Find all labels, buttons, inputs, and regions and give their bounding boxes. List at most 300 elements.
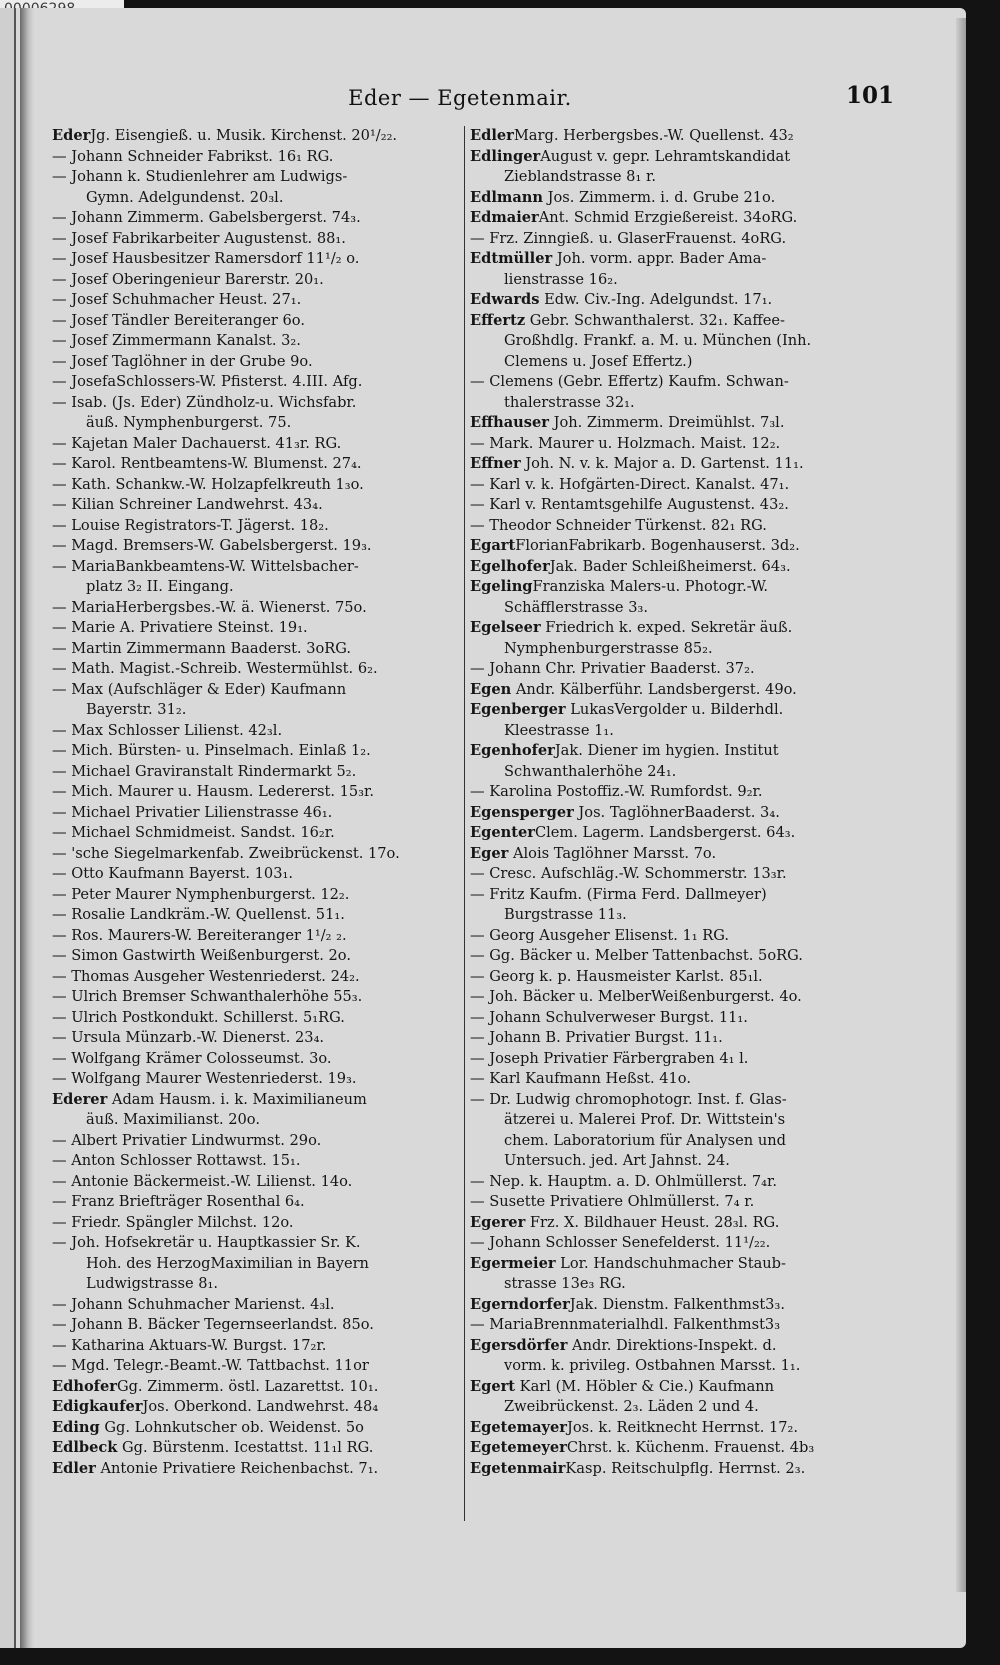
directory-entry xyxy=(52,864,452,885)
directory-entry xyxy=(52,659,452,680)
entry-text: — Joseph Privatier Färbergraben 4₁ l. xyxy=(470,1049,749,1067)
directory-entry xyxy=(52,372,452,393)
entry-text: Kleestrasse 1₁. xyxy=(504,721,614,739)
entry-text: Frz. X. Bildhauer Heust. 28₃l. RG. xyxy=(525,1213,780,1231)
directory-entry xyxy=(52,946,452,967)
directory-entry xyxy=(52,290,452,311)
entry-text: — Johann B. Bäcker Tegernseerlandst. 85o. xyxy=(52,1316,374,1333)
directory-entry xyxy=(52,782,452,803)
directory-entry xyxy=(52,536,452,557)
previous-page-edge xyxy=(0,8,16,1648)
entry-text: — Gg. Bäcker u. Melber Tattenbachst. 5oRG. xyxy=(470,947,803,964)
entry-text: — Friedr. Spängler Milchst. 12o. xyxy=(52,1213,294,1231)
directory-entry xyxy=(470,618,870,639)
page-header xyxy=(40,82,940,114)
directory-entry xyxy=(470,823,870,844)
directory-entry xyxy=(52,352,452,373)
directory-entry xyxy=(470,577,870,598)
entry-text: Joh. N. v. k. Major a. D. Gartenst. 11₁. xyxy=(520,455,804,472)
entry-text: — Johann Zimmerm. Gabelsbergerst. 74₃. xyxy=(52,209,361,226)
entry-text: äuß. Maximilianst. 20o. xyxy=(86,1111,260,1128)
directory-entry xyxy=(52,1336,452,1357)
directory-entry xyxy=(52,434,452,455)
directory-entry xyxy=(52,1131,452,1152)
entry-text: — Mich. Maurer u. Hausm. Ledererst. 15₃r. xyxy=(52,783,375,800)
entry-text: — Peter Maurer Nymphenburgerst. 12₂. xyxy=(52,885,350,903)
directory-entry xyxy=(470,1356,870,1377)
directory-entry xyxy=(470,639,870,660)
entry-text: — Johann k. Studienlehrer am Ludwigs- xyxy=(52,168,348,185)
entry-text: — MariaBankbeamtens-W. Wittelsbacher- xyxy=(52,557,359,575)
entry-text: — Karl v. k. Hofgärten-Direct. Kanalst. 47₁. xyxy=(470,475,790,493)
directory-entry xyxy=(52,598,452,619)
directory-entry xyxy=(52,147,452,168)
directory-entry xyxy=(52,803,452,824)
directory-entry xyxy=(470,270,870,291)
directory-entry xyxy=(470,290,870,311)
directory-entry xyxy=(470,905,870,926)
directory-entry xyxy=(470,393,870,414)
entry-text: Marg. Herbergsbes.-W. Quellenst. 43₂ xyxy=(513,127,794,144)
entry-text: Jg. Eisengieß. u. Musik. Kirchenst. 20¹/₂₂. xyxy=(90,127,398,144)
directory-entry xyxy=(470,864,870,885)
entry-text: — Mgd. Telegr.-Beamt.-W. Tattbachst. 11or xyxy=(52,1357,369,1374)
entry-text: — Max Schlosser Lilienst. 42₃l. xyxy=(52,721,283,739)
book-gutter xyxy=(20,8,34,1648)
entry-text: — Josef Schuhmacher Heust. 27₁. xyxy=(52,291,302,308)
entry-text: Untersuch. jed. Art Jahnst. 24. xyxy=(504,1152,730,1169)
directory-entry xyxy=(470,352,870,373)
entry-text: — Joh. Hofsekretär u. Hauptkassier Sr. K. xyxy=(52,1234,361,1251)
entry-text: — Johann B. Privatier Burgst. 11₁. xyxy=(470,1029,723,1046)
entry-text: — Johann Schulverweser Burgst. 11₁. xyxy=(470,1008,748,1026)
directory-entry xyxy=(52,700,452,721)
directory-entry xyxy=(52,1397,452,1418)
entry-text: Alois Taglöhner Marsst. 7o. xyxy=(508,844,717,862)
directory-entry xyxy=(52,557,452,578)
entry-text: LukasVergolder u. Bilderhdl. xyxy=(565,701,784,718)
directory-entry xyxy=(52,1008,452,1029)
entry-surname: Egetemayer xyxy=(470,1418,567,1436)
entry-text: — Magd. Bremsers-W. Gabelsbergerst. 19₃. xyxy=(52,537,372,554)
directory-entry xyxy=(52,1151,452,1172)
entry-text: — Johann Chr. Privatier Baaderst. 37₂. xyxy=(470,660,755,677)
directory-entry xyxy=(470,1090,870,1111)
entry-text: — Antonie Bäckermeist.-W. Lilienst. 14o. xyxy=(52,1172,353,1190)
directory-entry xyxy=(52,1049,452,1070)
directory-entry xyxy=(470,1213,870,1234)
directory-entry xyxy=(52,1377,452,1398)
directory-entry xyxy=(52,1315,452,1336)
directory-entry xyxy=(470,1315,870,1336)
entry-surname: Edler xyxy=(52,1459,96,1477)
entry-text: — Thomas Ausgeher Westenriederst. 24₂. xyxy=(52,967,360,985)
entry-text: — Joh. Bäcker u. MelberWeißenburgerst. 4o. xyxy=(470,988,802,1005)
entry-text: vorm. k. privileg. Ostbahnen Marsst. 1₁. xyxy=(504,1357,801,1374)
book-page xyxy=(0,8,966,1648)
entry-surname: Ederer xyxy=(52,1090,108,1108)
entry-surname: Egetenmair xyxy=(470,1459,566,1477)
entry-text: platz 3₂ II. Eingang. xyxy=(86,578,234,595)
entry-text: August v. gepr. Lehramtskandidat xyxy=(540,147,791,165)
entry-text: strasse 13e₃ RG. xyxy=(504,1275,626,1292)
entry-surname: Edwards xyxy=(470,291,540,308)
directory-entry xyxy=(470,1336,870,1357)
directory-entry xyxy=(52,1418,452,1439)
directory-entry xyxy=(52,721,452,742)
directory-entry xyxy=(52,1295,452,1316)
entry-text: — Frz. Zinngieß. u. GlaserFrauenst. 4oRG. xyxy=(470,229,787,247)
directory-entry xyxy=(470,208,870,229)
directory-entry xyxy=(470,762,870,783)
entry-text: — Nep. k. Hauptm. a. D. Ohlmüllerst. 7₄r. xyxy=(470,1172,777,1190)
entry-text: — Katharina Aktuars-W. Burgst. 17₂r. xyxy=(52,1336,327,1354)
directory-entry xyxy=(52,741,452,762)
left-column xyxy=(52,126,452,1479)
entry-text: — Josef Zimmermann Kanalst. 3₂. xyxy=(52,332,301,349)
entry-text: Gg. Lohnkutscher ob. Weidenst. 5o xyxy=(99,1418,364,1436)
right-column xyxy=(470,126,870,1479)
entry-surname: Effertz xyxy=(470,311,526,329)
entry-text: — Michael Schmidmeist. Sandst. 16₂r. xyxy=(52,824,335,841)
directory-entry xyxy=(470,454,870,475)
directory-entry xyxy=(470,946,870,967)
entry-text: — Simon Gastwirth Weißenburgerst. 2o. xyxy=(52,947,351,964)
directory-entry xyxy=(470,434,870,455)
entry-text: Burgstrasse 11₃. xyxy=(504,906,627,923)
entry-text: — Albert Privatier Lindwurmst. 29o. xyxy=(52,1131,322,1149)
entry-surname: Egerndorfer xyxy=(470,1295,570,1313)
entry-surname: Edhofer xyxy=(52,1377,117,1395)
entry-text: Adam Hausm. i. k. Maximilianeum xyxy=(107,1090,367,1108)
directory-entry xyxy=(470,721,870,742)
directory-entry xyxy=(52,126,452,147)
entry-text: — Georg k. p. Hausmeister Karlst. 85₁l. xyxy=(470,967,763,985)
directory-entry xyxy=(470,557,870,578)
directory-entry xyxy=(52,1438,452,1459)
entry-text: — Franz Briefträger Rosenthal 6₄. xyxy=(52,1193,305,1210)
entry-text: äuß. Nymphenburgerst. 75. xyxy=(86,414,292,431)
page-edge-shadow xyxy=(956,18,966,1592)
entry-text: Clemens u. Josef Effertz.) xyxy=(504,352,693,370)
directory-entry xyxy=(470,1295,870,1316)
directory-entry xyxy=(52,1069,452,1090)
entry-text: Joh. Zimmerm. Dreimühlst. 7₃l. xyxy=(548,414,785,431)
entry-text: — Johann Schneider Fabrikst. 16₁ RG. xyxy=(52,147,334,165)
entry-text: — Susette Privatiere Ohlmüllerst. 7₄ r. xyxy=(470,1193,755,1210)
directory-entry xyxy=(470,311,870,332)
entry-text: — Ulrich Postkondukt. Schillerst. 5₁RG. xyxy=(52,1008,345,1026)
entry-text: thalerstrasse 32₁. xyxy=(504,393,635,411)
directory-entry xyxy=(470,987,870,1008)
entry-text: — Michael Privatier Lilienstrasse 46₁. xyxy=(52,803,333,821)
entry-text: — Josef Hausbesitzer Ramersdorf 11¹/₂ o. xyxy=(52,250,360,267)
directory-entry xyxy=(52,1233,452,1254)
entry-text: Edw. Civ.-Ing. Adelgundst. 17₁. xyxy=(539,291,773,308)
entry-text: — Johann Schlosser Senefelderst. 11¹/₂₂. xyxy=(470,1234,771,1251)
entry-text: Großhdlg. Frankf. a. M. u. München (Inh. xyxy=(504,332,812,349)
directory-entry xyxy=(470,659,870,680)
entry-text: Antonie Privatiere Reichenbachst. 7₁. xyxy=(95,1459,379,1477)
directory-entry xyxy=(470,885,870,906)
entry-text: Lor. Handschuhmacher Staub- xyxy=(555,1254,786,1272)
directory-entry xyxy=(52,1110,452,1131)
entry-text: — Rosalie Landkräm.-W. Quellenst. 51₁. xyxy=(52,906,345,923)
entry-text: — 'sche Siegelmarkenfab. Zweibrückenst. 17o. xyxy=(52,844,400,862)
directory-entry xyxy=(470,516,870,537)
directory-entry xyxy=(52,413,452,434)
entry-text: Jos. Oberkond. Landwehrst. 48₄ xyxy=(142,1398,379,1415)
directory-entry xyxy=(52,577,452,598)
entry-text: — Ros. Maurers-W. Bereiteranger 1¹/₂ ₂. xyxy=(52,926,347,944)
directory-entry xyxy=(52,987,452,1008)
entry-text: Karl (M. Höbler & Cie.) Kaufmann xyxy=(515,1377,775,1395)
directory-entry xyxy=(470,1131,870,1152)
directory-entry xyxy=(470,372,870,393)
entry-text: Jak. Bader Schleißheimerst. 64₃. xyxy=(549,557,791,575)
entry-text: Ant. Schmid Erzgießereist. 34oRG. xyxy=(538,209,798,226)
directory-entry xyxy=(470,741,870,762)
entry-surname: Eder xyxy=(52,127,91,144)
entry-text: Gg. Zimmerm. östl. Lazarettst. 10₁. xyxy=(116,1377,379,1395)
entry-text: FlorianFabrikarb. Bogenhauserst. 3d₂. xyxy=(515,537,800,554)
entry-surname: Egenhofer xyxy=(470,742,555,759)
directory-entry xyxy=(470,680,870,701)
entry-surname: Egen xyxy=(470,680,512,698)
directory-entry xyxy=(52,1090,452,1111)
entry-surname: Egert xyxy=(470,1377,516,1395)
entry-text: Gymn. Adelgundenst. 20₃l. xyxy=(86,188,284,206)
entry-text: Jos. k. Reitknecht Herrnst. 17₂. xyxy=(567,1418,799,1436)
directory-entry xyxy=(52,926,452,947)
entry-text: Schwanthalerhöhe 24₁. xyxy=(504,762,677,780)
directory-entry xyxy=(470,495,870,516)
entry-surname: Egelhofer xyxy=(470,557,550,575)
entry-text: — Wolfgang Krämer Colosseumst. 3o. xyxy=(52,1049,332,1067)
entry-text: — Mich. Bürsten- u. Pinselmach. Einlaß 1₂. xyxy=(52,742,371,759)
directory-entry xyxy=(52,1254,452,1275)
directory-entry xyxy=(470,475,870,496)
entry-text: — Karol. Rentbeamtens-W. Blumenst. 27₄. xyxy=(52,455,362,472)
entry-text: — Karl Kaufmann Heßst. 41o. xyxy=(470,1070,691,1087)
directory-entry xyxy=(52,618,452,639)
entry-surname: Edtmüller xyxy=(470,250,553,267)
directory-entry xyxy=(470,1172,870,1193)
directory-entry xyxy=(470,1274,870,1295)
entry-text: — Michael Graviranstalt Rindermarkt 5₂. xyxy=(52,762,357,780)
entry-surname: Egenter xyxy=(470,824,535,841)
entry-text: Ludwigstrasse 8₁. xyxy=(86,1275,218,1292)
directory-entry xyxy=(52,823,452,844)
directory-entry xyxy=(470,803,870,824)
directory-entry xyxy=(52,680,452,701)
entry-surname: Egeling xyxy=(470,578,533,595)
entry-text: — Kath. Schankw.-W. Holzapfelkreuth 1₃o. xyxy=(52,475,364,493)
entry-surname: Egermeier xyxy=(470,1254,556,1272)
directory-entry xyxy=(52,1356,452,1377)
directory-entry xyxy=(52,1274,452,1295)
entry-surname: Edlmann xyxy=(470,188,543,206)
directory-entry xyxy=(52,844,452,865)
directory-entry xyxy=(470,167,870,188)
directory-entry xyxy=(470,1233,870,1254)
directory-entry xyxy=(52,516,452,537)
entry-text: — Anton Schlosser Rottawst. 15₁. xyxy=(52,1152,301,1169)
entry-surname: Egersdörfer xyxy=(470,1336,568,1354)
directory-entry xyxy=(52,1213,452,1234)
entry-surname: Egetemeyer xyxy=(470,1439,567,1456)
entry-surname: Edmaier xyxy=(470,209,539,226)
entry-text: — Karl v. Rentamtsgehilfe Augustenst. 43₂. xyxy=(470,496,789,513)
directory-entry xyxy=(470,1459,870,1480)
entry-text: Schäfflerstrasse 3₃. xyxy=(504,598,648,616)
directory-entry xyxy=(52,393,452,414)
entry-text: — Johann Schuhmacher Marienst. 4₃l. xyxy=(52,1295,335,1313)
entry-surname: Effner xyxy=(470,455,521,472)
entry-text: Clem. Lagerm. Landsbergerst. 64₃. xyxy=(534,824,796,841)
directory-entry xyxy=(470,126,870,147)
directory-entry xyxy=(52,1028,452,1049)
directory-entry xyxy=(470,249,870,270)
entry-text: — Math. Magist.-Schreib. Westermühlst. 6₂. xyxy=(52,660,378,677)
entry-surname: Egart xyxy=(470,537,516,554)
entry-text: Hoh. des HerzogMaximilian in Bayern xyxy=(86,1254,369,1272)
entry-text: — Josef Fabrikarbeiter Augustenst. 88₁. xyxy=(52,229,346,247)
entry-text: Andr. Kälberführ. Landsbergerst. 49o. xyxy=(511,680,797,698)
entry-text: — Max (Aufschläger & Eder) Kaufmann xyxy=(52,680,347,698)
directory-entry xyxy=(52,885,452,906)
entry-text: Franziska Malers-u. Photogr.-W. xyxy=(532,578,768,595)
directory-entry xyxy=(470,967,870,988)
directory-entry xyxy=(470,229,870,250)
entry-surname: Effhauser xyxy=(470,414,549,431)
directory-entry xyxy=(52,495,452,516)
directory-entry xyxy=(470,1008,870,1029)
directory-entry xyxy=(470,1192,870,1213)
entry-text: — Dr. Ludwig chromophotogr. Inst. f. Glas- xyxy=(470,1090,787,1108)
directory-entry xyxy=(52,905,452,926)
entry-text: Jos. TaglöhnerBaaderst. 3₄. xyxy=(573,803,780,821)
entry-text: — Ulrich Bremser Schwanthalerhöhe 55₃. xyxy=(52,988,363,1005)
directory-entry xyxy=(470,536,870,557)
entry-text: — Wolfgang Maurer Westenriederst. 19₃. xyxy=(52,1070,357,1087)
entry-surname: Egelseer xyxy=(470,619,541,636)
entry-text: — Isab. (Js. Eder) Zündholz-u. Wichsfabr. xyxy=(52,393,357,411)
directory-entry xyxy=(52,188,452,209)
entry-text: Zweibrückenst. 2₃. Läden 2 und 4. xyxy=(504,1398,759,1415)
directory-entry xyxy=(470,1418,870,1439)
entry-text: — Mark. Maurer u. Holzmach. Maist. 12₂. xyxy=(470,434,781,452)
entry-text: Nymphenburgerstrasse 85₂. xyxy=(504,639,713,657)
directory-entry xyxy=(470,147,870,168)
directory-entry xyxy=(52,475,452,496)
entry-text: — Cresc. Aufschläg.-W. Schommerstr. 13₃r. xyxy=(470,865,787,882)
directory-entry xyxy=(470,331,870,352)
directory-entry xyxy=(470,1049,870,1070)
directory-entry xyxy=(52,454,452,475)
directory-entry xyxy=(470,598,870,619)
directory-entry xyxy=(470,844,870,865)
directory-entry xyxy=(470,413,870,434)
entry-text: — Karolina Postoffiz.-W. Rumfordst. 9₂r. xyxy=(470,783,763,800)
running-head: Eder — Egetenmair. xyxy=(348,86,572,110)
entry-text: Zieblandstrasse 8₁ r. xyxy=(504,168,656,185)
directory-entry xyxy=(52,167,452,188)
entry-text: — MariaHerbergsbes.-W. ä. Wienerst. 75o. xyxy=(52,598,367,616)
column-divider xyxy=(464,126,465,1521)
entry-text: lienstrasse 16₂. xyxy=(504,270,618,288)
entry-text: Friedrich k. exped. Sekretär äuß. xyxy=(540,619,793,636)
entry-text: Jak. Dienstm. Falkenthmst3₃. xyxy=(569,1295,785,1313)
directory-entry xyxy=(470,1151,870,1172)
entry-text: — JosefaSchlossers-W. Pfisterst. 4.III. Afg. xyxy=(52,373,363,390)
directory-entry xyxy=(52,270,452,291)
entry-text: — Kajetan Maler Dachauerst. 41₃r. RG. xyxy=(52,434,342,452)
directory-entry xyxy=(52,229,452,250)
entry-surname: Eding xyxy=(52,1418,100,1436)
entry-text: Kasp. Reitschulpflg. Herrnst. 2₃. xyxy=(565,1459,806,1477)
entry-text: — Clemens (Gebr. Effertz) Kaufm. Schwan- xyxy=(470,373,789,390)
directory-entry xyxy=(470,188,870,209)
directory-entry xyxy=(470,782,870,803)
directory-entry xyxy=(470,926,870,947)
directory-entry xyxy=(470,1397,870,1418)
directory-entry xyxy=(52,639,452,660)
entry-text: — Fritz Kaufm. (Firma Ferd. Dallmeyer) xyxy=(470,885,767,903)
entry-text: — Otto Kaufmann Bayerst. 103₁. xyxy=(52,865,293,882)
directory-entry xyxy=(52,762,452,783)
entry-text: Andr. Direktions-Inspekt. d. xyxy=(567,1336,777,1354)
entry-surname: Edlbeck xyxy=(52,1439,118,1456)
directory-entry xyxy=(470,1110,870,1131)
entry-text: ätzerei u. Malerei Prof. Dr. Wittstein's xyxy=(504,1111,786,1128)
entry-text: — Martin Zimmermann Baaderst. 3oRG. xyxy=(52,639,352,657)
entry-surname: Egerer xyxy=(470,1213,526,1231)
entry-text: Jak. Diener im hygien. Institut xyxy=(554,742,779,759)
entry-text: — Josef Taglöhner in der Grube 9o. xyxy=(52,352,313,370)
entry-text: — Theodor Schneider Türkenst. 82₁ RG. xyxy=(470,516,767,534)
directory-entry xyxy=(52,967,452,988)
entry-surname: Edler xyxy=(470,127,514,144)
entry-text: Bayerstr. 31₂. xyxy=(86,701,187,718)
directory-entry xyxy=(52,1459,452,1480)
entry-surname: Eger xyxy=(470,844,509,862)
entry-text: Gebr. Schwanthalerst. 32₁. Kaffee- xyxy=(525,311,785,329)
entry-text: Gg. Bürstenm. Icestattst. 11₁l RG. xyxy=(117,1439,374,1456)
entry-surname: Egenberger xyxy=(470,701,566,718)
page-number: 101 xyxy=(845,82,894,109)
entry-surname: Edlinger xyxy=(470,147,541,165)
entry-text: — Josef Oberingenieur Barerstr. 20₁. xyxy=(52,270,324,288)
entry-text: — Georg Ausgeher Elisenst. 1₁ RG. xyxy=(470,926,730,944)
entry-text: — Marie A. Privatiere Steinst. 19₁. xyxy=(52,619,308,636)
entry-text: — Louise Registrators-T. Jägerst. 18₂. xyxy=(52,516,329,534)
directory-entry xyxy=(52,331,452,352)
directory-entry xyxy=(470,1377,870,1398)
directory-entry xyxy=(52,208,452,229)
directory-entry xyxy=(52,1192,452,1213)
entry-surname: Egensperger xyxy=(470,803,574,821)
directory-entry xyxy=(52,311,452,332)
entry-text: — MariaBrennmaterialhdl. Falkenthmst3₃ xyxy=(470,1316,781,1333)
directory-entry xyxy=(52,1172,452,1193)
entry-text: Chrst. k. Küchenm. Frauenst. 4b₃ xyxy=(566,1439,815,1456)
entry-text: — Kilian Schreiner Landwehrst. 43₄. xyxy=(52,496,323,513)
directory-entry xyxy=(470,700,870,721)
entry-text: Joh. vorm. appr. Bader Ama- xyxy=(552,250,767,267)
entry-text: — Josef Tändler Bereiteranger 6o. xyxy=(52,311,305,329)
entry-surname: Edigkaufer xyxy=(52,1398,143,1415)
